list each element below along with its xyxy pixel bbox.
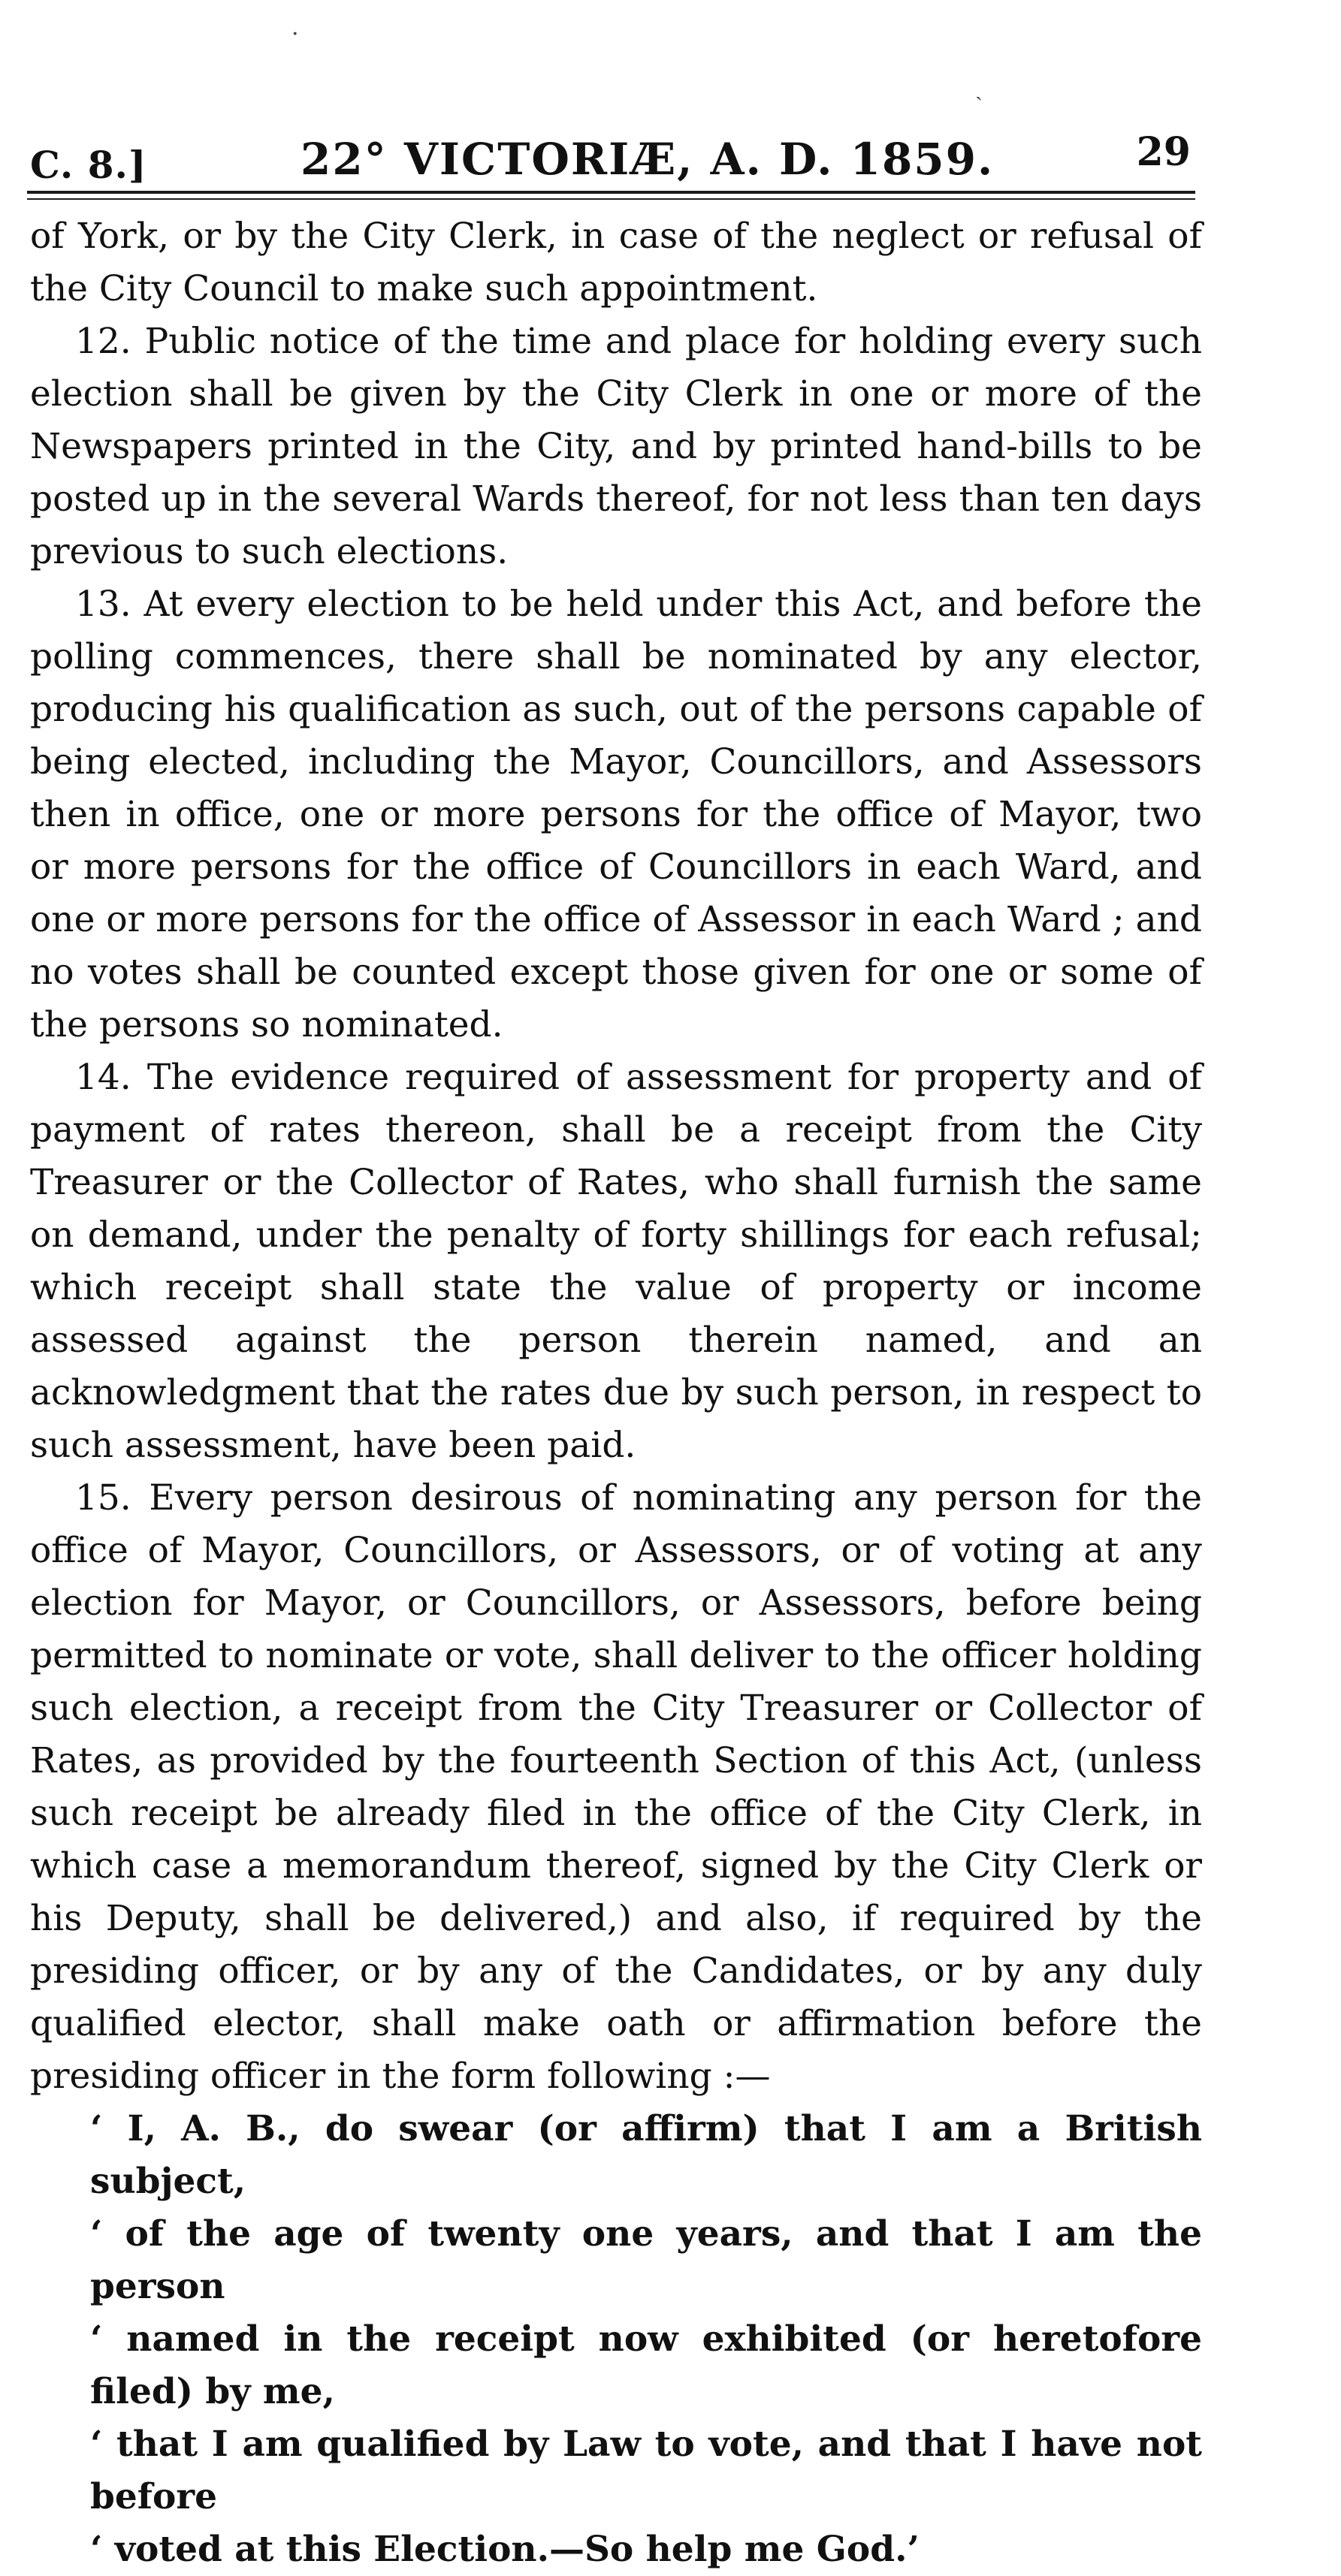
oath-block <box>30 2103 1202 2576</box>
oath-line: ‘ I, A. B., do swear (or affirm) that I am a British subject, <box>90 2108 1202 2202</box>
paragraph-section-13: 13. At every election to be held under this Act, and before the polling commences, there shall be nominated by any elector, producing his qualification as such, out of the persons capable of being elected, including the Mayor, Councillors, and Assessors then in office, one or more persons for the office of Mayor, two or more persons for the office of Councillors in each Ward, and one or more persons for the office of Assessor in each Ward ; and no votes shall be counted except those given for one or some of the persons so nominated. <box>30 584 1202 1045</box>
header-rule-thin <box>27 198 1195 200</box>
paragraph-section-12: 12. Public notice of the time and place for holding every such election shall be given by the City Clerk in one or more of the Newspapers printed in the City, and by printed hand-bills to be posted up in the several Wards thereof, for not less than ten days previous to such elections. <box>30 321 1202 572</box>
body-text <box>30 210 1202 2576</box>
page-number: 29 <box>1136 129 1191 175</box>
chapter-number: C. 8.] <box>30 143 147 187</box>
paragraph-continuation: of York, or by the City Clerk, in case of the neglect or refusal of the City Council to make such appointment. <box>30 216 1202 309</box>
running-header <box>30 120 1191 188</box>
header-rule-thick <box>27 191 1195 194</box>
oath-line: ‘ of the age of twenty one years, and that I am the person <box>90 2213 1202 2307</box>
paragraph-section-14: 14. The evidence required of assessment for property and of payment of rates thereon, shall be a receipt from the City Treasurer or the Collector of Rates, who shall furnish the same on demand, under the penalty of forty shillings for each refusal; which receipt shall state the value of property or income assessed against the person therein named, and an acknowledgment that the rates due by such person, in respect to such assessment, have been paid. <box>30 1057 1202 1466</box>
header-title: 22° VICTORIÆ, A. D. 1859. <box>301 134 995 185</box>
stray-ink-mark: ˏ <box>975 75 983 101</box>
oath-line: ‘ that I am qualified by Law to vote, and that I have not before <box>90 2424 1202 2517</box>
oath-line: ‘ voted at this Election.—So help me God.’ <box>90 2529 920 2570</box>
stray-ink-mark: · <box>291 21 299 47</box>
paragraph-section-15: 15. Every person desirous of nominating any person for the office of Mayor, Councillors, or Assessors, or of voting at any election for Mayor, or Councillors, or Assessors, before being permitted to nominate or vote, shall deliver to the officer holding such election, a receipt from the City Treasurer or Collector of Rates, as provided by the fourteenth Section of this Act, (unless such receipt be already filed in the office of the City Clerk, in which case a memorandum thereof, signed by the City Clerk or his Deputy, shall be delivered,) and also, if required by the presiding officer, or by any of the Candidates, or by any duly qualified elector, shall make oath or affirmation before the presiding officer in the form following :— <box>30 1477 1202 2097</box>
oath-line: ‘ named in the receipt now exhibited (or heretofore filed) by me, <box>90 2318 1202 2412</box>
